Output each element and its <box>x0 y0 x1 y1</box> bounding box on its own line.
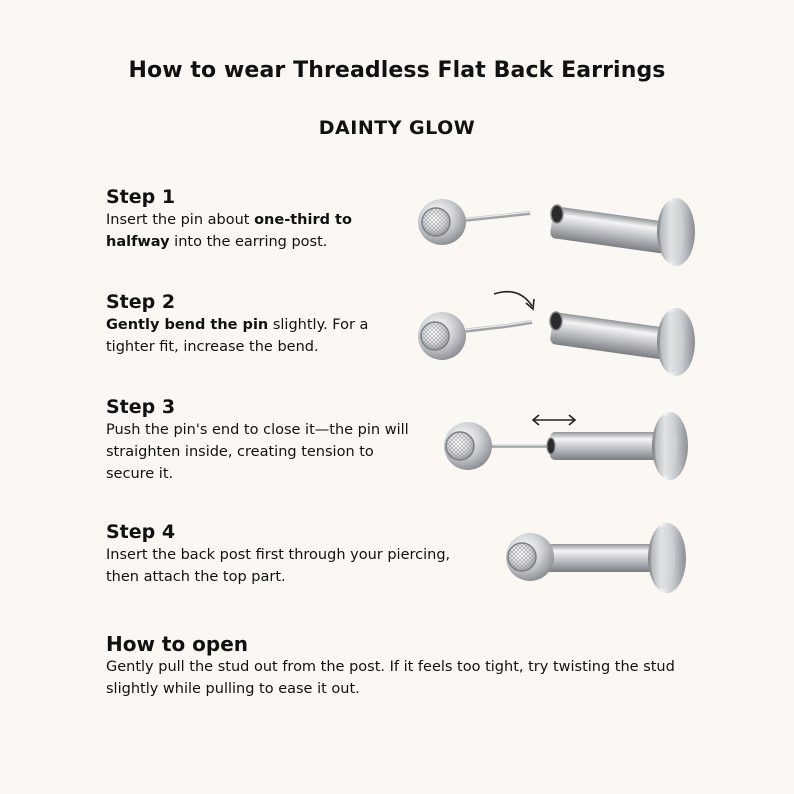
step-text: into the earring post. <box>169 234 328 250</box>
step-3-illustration <box>438 406 708 486</box>
how-to-open <box>106 632 706 700</box>
page-title: How to wear Threadless Flat Back Earrings <box>128 58 666 83</box>
step-2-illustration <box>414 284 704 384</box>
step-heading: Step 1 <box>106 186 176 208</box>
step-text-bold: one-third to halfway <box>106 212 352 250</box>
step-heading: Step 3 <box>106 396 176 418</box>
section-heading: How to open <box>106 632 249 656</box>
earring-illustration <box>414 284 704 384</box>
step-text-bold: Gently bend the pin <box>106 317 269 333</box>
step-heading: Step 4 <box>106 521 176 543</box>
step-text: slightly. For a tighter fit, increase the bend. <box>106 317 369 355</box>
step-1 <box>106 185 376 253</box>
step-description <box>106 209 376 253</box>
step-4 <box>106 520 486 588</box>
step-1-illustration <box>414 192 704 276</box>
step-heading: Step 2 <box>106 291 176 313</box>
step-description: Insert the back post first through your piercing, then attach the top part. <box>106 547 451 585</box>
step-description: Push the pin's end to close it—the pin will straighten inside, creating tension to secure it. <box>106 422 409 482</box>
step-2 <box>106 290 376 358</box>
earring-illustration <box>414 192 704 276</box>
step-text: Insert the pin about <box>106 212 255 228</box>
step-4-illustration <box>500 520 700 596</box>
section-description: Gently pull the stud out from the post. If it feels too tight, try twisting the stud slightly while pulling to ease it out. <box>106 659 675 697</box>
earring-illustration <box>500 520 700 596</box>
step-description <box>106 314 376 358</box>
step-3 <box>106 395 416 485</box>
brand-logo: DAINTY GLOW <box>318 117 476 139</box>
earring-illustration <box>438 406 708 486</box>
